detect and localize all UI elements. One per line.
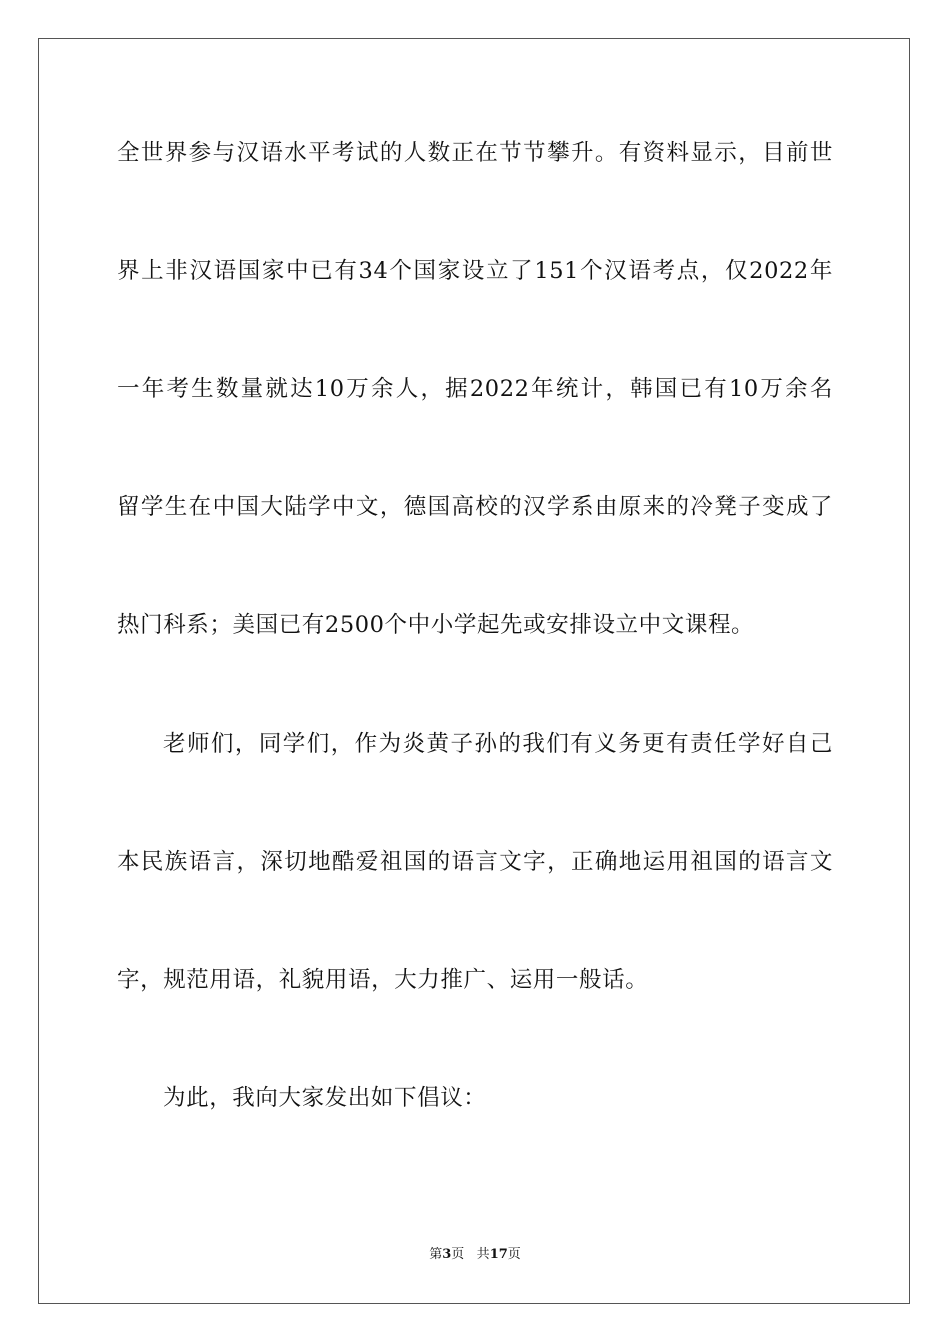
text-line: 全世界参与汉语水平考试的人数正在节节攀升。有资料显示，目前世 — [117, 140, 833, 166]
text-line: 老师们，同学们，作为炎黄子孙的我们有义务更有责任学好自己 — [163, 731, 833, 757]
text-line: 界上非汉语国家中已有34个国家设立了151个汉语考点，仅2022年 — [117, 258, 833, 284]
text-line: 留学生在中国大陆学中文，德国高校的汉学系由原来的冷凳子变成了 — [117, 494, 833, 520]
footer-total-unit: 页 — [507, 1247, 521, 1262]
text-line: 字，规范用语，礼貌用语，大力推广、运用一般话。 — [117, 967, 649, 993]
text-line: 为此，我向大家发出如下倡议： — [163, 1085, 487, 1111]
footer-page-unit: 页 — [451, 1247, 465, 1262]
footer-current-page: 3 — [442, 1247, 452, 1262]
text-line: 热门科系；美国已有2500个中小学起先或安排设立中文课程。 — [117, 612, 755, 638]
footer-total-pages: 17 — [489, 1247, 508, 1262]
page-footer — [0, 1246, 950, 1264]
footer-prefix: 第 — [429, 1247, 443, 1262]
text-line: 本民族语言，深切地酷爱祖国的语言文字，正确地运用祖国的语言文 — [117, 849, 833, 875]
text-line: 一年考生数量就达10万余人，据2022年统计，韩国已有10万余名 — [117, 376, 833, 402]
page-frame — [38, 38, 910, 1304]
footer-separator: 共 — [464, 1247, 490, 1262]
